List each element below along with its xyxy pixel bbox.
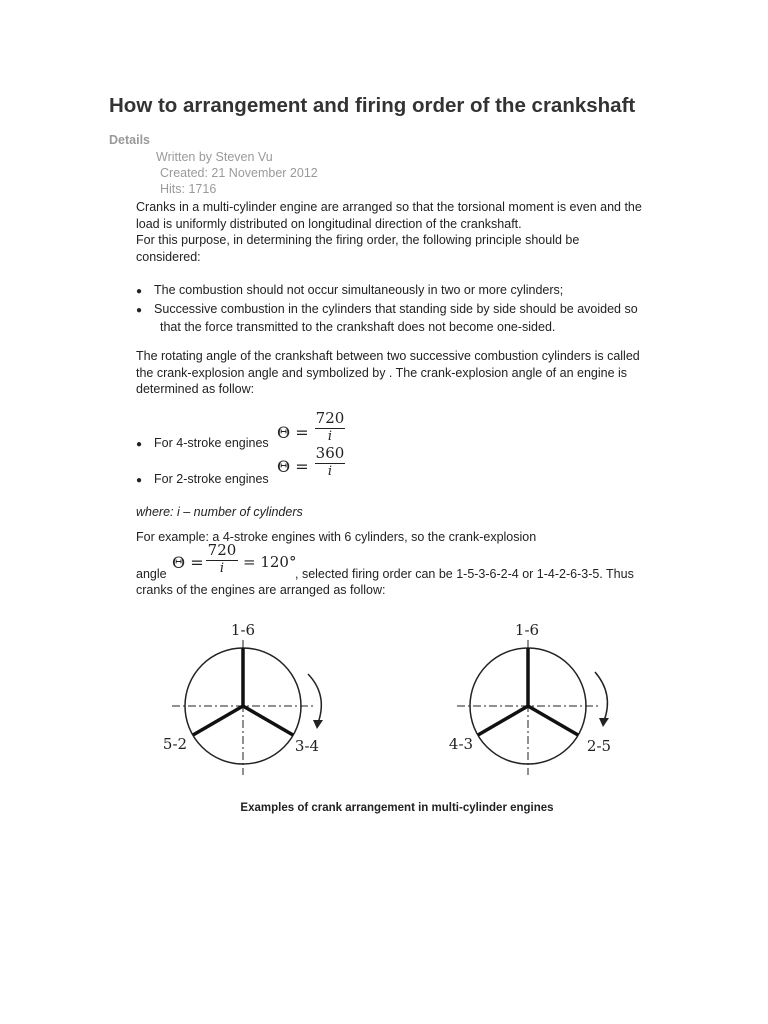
label-top: 1-6 — [230, 621, 256, 639]
four-stroke-label: For 4-stroke engines — [154, 436, 269, 450]
figure-caption: Examples of crank arrangement in multi-cylinder engines — [240, 802, 554, 814]
four-stroke-item — [136, 435, 269, 454]
fraction-720-i: 720 i — [315, 409, 345, 444]
rotation-arrow — [308, 674, 321, 723]
crank-diagram-right — [449, 621, 611, 775]
crank-arm-right — [243, 706, 293, 735]
theta-equals: Θ = — [277, 457, 309, 476]
author: Written by Steven Vu — [156, 150, 273, 164]
intro-line: load is uniformly distributed on longitudinal direction of the crankshaft. — [136, 216, 522, 231]
example-line3: cranks of the engines are arranged as follow: — [136, 583, 386, 597]
bullet-icon: ● — [136, 439, 143, 450]
bullet-icon: ● — [136, 286, 143, 297]
label-top: 1-6 — [514, 621, 540, 639]
intro-paragraph — [136, 199, 642, 265]
example-line2: , selected firing order can be 1-5-3-6-2-4 or 1-4-2-6-3-5. Thus — [295, 567, 634, 581]
list-item: ● Successive combustion in the cylinders that standing side by side should be avoided so — [136, 301, 638, 316]
intro-line: Cranks in a multi-cylinder engine are arranged so that the torsional moment is even and the — [136, 200, 642, 214]
bullet-icon: ● — [136, 304, 143, 316]
bullet-icon: ● — [136, 475, 143, 486]
crank-diagrams — [0, 610, 768, 795]
rotation-arrowhead — [599, 718, 609, 727]
created-date: Created: 21 November 2012 — [160, 166, 318, 180]
two-stroke-item — [136, 471, 269, 490]
rotation-line: the crank-explosion angle and symbolized by . The crank-explosion angle of an engine is — [136, 365, 628, 380]
theta-equals: Θ = — [277, 423, 309, 442]
fraction-360-i: 360 i — [315, 444, 345, 479]
where-note: where: i – number of cylinders — [136, 505, 303, 519]
rotation-line: determined as follow: — [136, 382, 255, 396]
fraction-720-i: 720 i — [207, 541, 237, 576]
label-right: 2-5 — [586, 737, 612, 755]
equals-120: = 120° — [243, 553, 297, 571]
two-stroke-label: For 2-stroke engines — [154, 472, 269, 486]
page-title: How to arrangement and firing order of the crankshaft — [109, 94, 636, 117]
details-label: Details — [109, 133, 150, 147]
label-right: 3-4 — [294, 737, 320, 755]
crank-arm-left — [193, 706, 243, 735]
list-item-continuation: that the force transmitted to the crankshaft does not become one-sided. — [160, 320, 556, 334]
rotation-arrowhead — [313, 720, 323, 729]
rotation-arrow — [595, 672, 607, 721]
crank-arm-right — [528, 706, 578, 735]
principles-list — [136, 282, 638, 336]
rotation-line: The rotating angle of the crankshaft between two successive combustion cylinders is called — [136, 349, 640, 363]
crank-arm-left — [478, 706, 528, 735]
example-line1: For example: a 4-stroke engines with 6 cylinders, so the crank-explosion — [136, 530, 537, 544]
hits-count: Hits: 1716 — [160, 182, 217, 196]
example-angle-word: angle — [136, 567, 167, 581]
label-left: 4-3 — [448, 735, 474, 753]
rotation-paragraph — [136, 348, 640, 398]
label-left: 5-2 — [162, 735, 188, 753]
crank-diagram-left — [163, 621, 323, 775]
theta-equals: Θ = — [172, 553, 204, 572]
intro-line: considered: — [136, 249, 201, 264]
list-item: ● The combustion should not occur simultaneously in two or more cylinders; — [136, 283, 564, 297]
intro-line: For this purpose, in determining the firing order, the following principle should be — [136, 233, 580, 247]
